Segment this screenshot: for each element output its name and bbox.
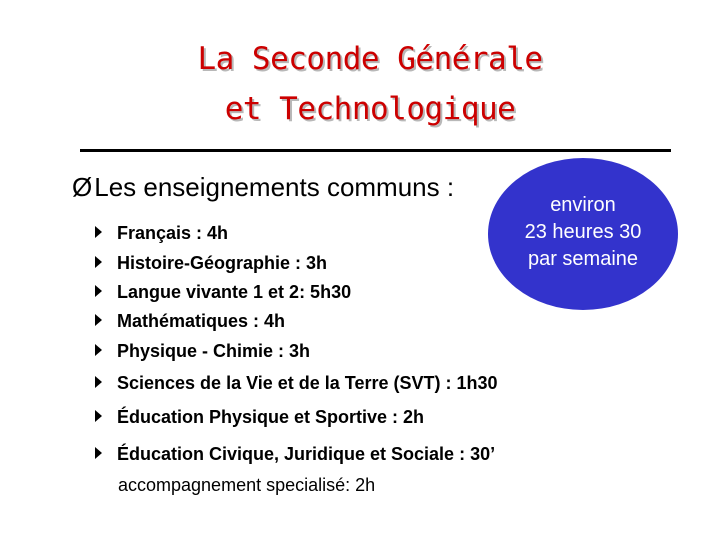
section-heading bbox=[72, 172, 454, 202]
arrow-bullet-icon: Ø bbox=[72, 172, 93, 202]
triangle-bullet-icon bbox=[95, 410, 102, 422]
list-item bbox=[95, 222, 228, 244]
hours-callout-text bbox=[488, 192, 678, 273]
triangle-bullet-icon bbox=[95, 256, 102, 268]
triangle-bullet-icon bbox=[95, 376, 102, 388]
triangle-bullet-icon bbox=[95, 447, 102, 459]
list-item-text: Histoire-Géographie : 3h bbox=[117, 253, 328, 273]
list-item bbox=[95, 443, 495, 465]
list-item bbox=[95, 406, 424, 428]
triangle-bullet-icon bbox=[95, 344, 102, 356]
list-item-text: Éducation Physique et Sportive : 2h bbox=[117, 407, 425, 427]
list-item bbox=[95, 340, 310, 362]
title-line-1: La Seconde Générale bbox=[197, 41, 543, 77]
slide-title bbox=[0, 34, 720, 134]
callout-line-2: 23 heures 30 bbox=[524, 221, 642, 243]
section-heading-text: Les enseignements communs : bbox=[94, 172, 455, 202]
support-note: accompagnement specialisé: 2h bbox=[118, 475, 376, 495]
list-item bbox=[95, 372, 498, 394]
list-item-text: Français : 4h bbox=[117, 223, 229, 243]
list-item bbox=[95, 252, 327, 274]
list-item-text: Mathématiques : 4h bbox=[117, 311, 286, 331]
list-item-text: Sciences de la Vie et de la Terre (SVT) : 1h30 bbox=[117, 373, 498, 393]
hours-callout bbox=[488, 158, 678, 310]
list-item-text: Physique - Chimie : 3h bbox=[117, 341, 311, 361]
title-divider bbox=[80, 149, 671, 152]
list-item bbox=[95, 281, 351, 303]
triangle-bullet-icon bbox=[95, 314, 102, 326]
triangle-bullet-icon bbox=[95, 285, 102, 297]
list-item bbox=[95, 310, 285, 332]
title-line-2: et Technologique bbox=[224, 91, 516, 127]
callout-line-3: par semaine bbox=[527, 248, 639, 270]
list-item-text: Langue vivante 1 et 2: 5h30 bbox=[117, 282, 352, 302]
callout-line-1: environ bbox=[550, 194, 616, 216]
list-item-text: Éducation Civique, Juridique et Sociale : 30’ bbox=[117, 444, 496, 464]
triangle-bullet-icon bbox=[95, 226, 102, 238]
